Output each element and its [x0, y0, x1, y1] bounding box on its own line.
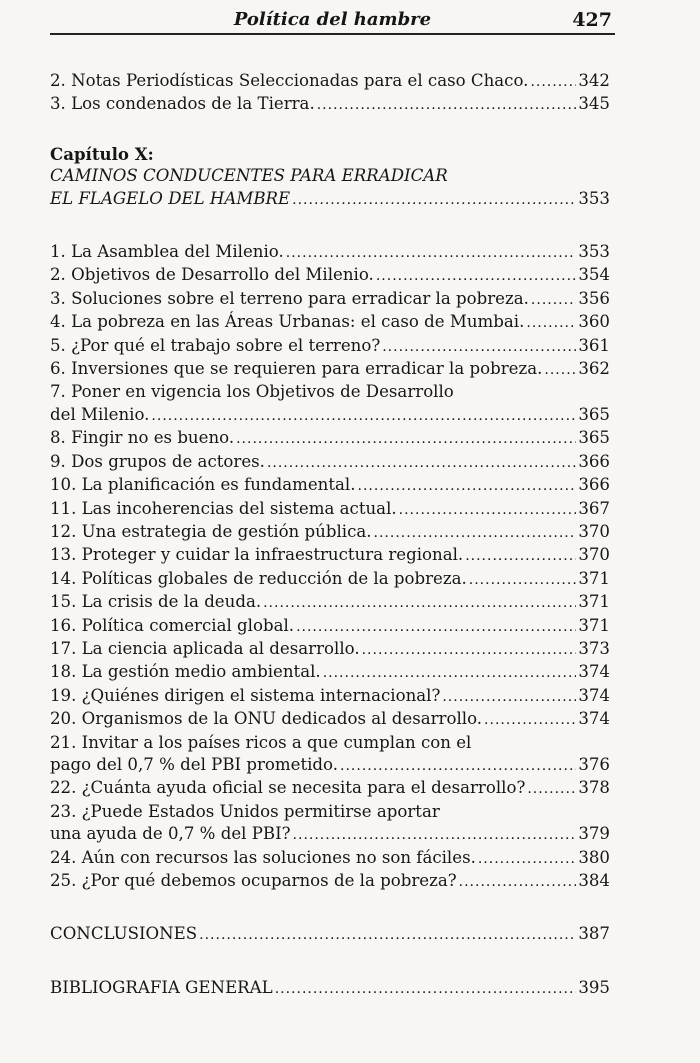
- toc-entry-page: 376: [578, 754, 610, 774]
- toc-entry-line: 21. Invitar a los países ricos a que cumplan con el: [50, 732, 472, 752]
- dot-leader: [465, 544, 576, 567]
- toc-entry-page: 370: [578, 521, 610, 541]
- toc-entry-title: una ayuda de 0,7 % del PBI?: [50, 824, 291, 844]
- chapter-page: 353: [578, 188, 610, 208]
- toc-entry: [50, 264, 610, 287]
- toc-entry: [50, 754, 610, 777]
- conclusions-entry: [50, 923, 610, 946]
- table-of-contents: [50, 70, 610, 1000]
- spacer: [50, 947, 610, 977]
- toc-entry: [50, 498, 610, 521]
- dot-leader: [442, 685, 576, 708]
- toc-entry: [50, 521, 610, 544]
- spacer: [50, 211, 610, 241]
- toc-entry-page: 354: [578, 265, 610, 285]
- bibliography-label: BIBLIOGRAFIA GENERAL: [50, 977, 273, 997]
- dot-leader: [151, 404, 576, 427]
- dot-leader: [323, 661, 577, 684]
- conclusions-page: 387: [578, 924, 610, 944]
- toc-entry-title: 20. Organismos de la ONU dedicados al desarrollo.: [50, 709, 483, 729]
- toc-entry: [50, 568, 610, 591]
- toc-entry-title: 2. Objetivos de Desarrollo del Milenio.: [50, 265, 374, 285]
- dot-leader: [469, 568, 577, 591]
- toc-entry: [50, 404, 610, 427]
- dot-leader: [362, 638, 577, 661]
- toc-entry: [50, 311, 610, 334]
- dot-leader: [199, 923, 576, 946]
- chapter-title-entry: [50, 188, 610, 211]
- toc-entry: [50, 870, 610, 893]
- toc-entry: [50, 591, 610, 614]
- toc-entry-page: 356: [578, 288, 610, 308]
- toc-entry-page: 353: [578, 242, 610, 262]
- dot-leader: [478, 847, 576, 870]
- toc-entry-page: 374: [578, 709, 610, 729]
- dot-leader: [275, 977, 577, 1000]
- toc-entry-page: 371: [578, 615, 610, 635]
- toc-entry-title: del Milenio.: [50, 404, 150, 424]
- header-rule: [50, 33, 615, 35]
- toc-entry-page: 367: [578, 498, 610, 518]
- dot-leader: [382, 335, 576, 358]
- toc-entry: [50, 544, 610, 567]
- toc-entry: [50, 661, 610, 684]
- toc-entry: [50, 427, 610, 450]
- toc-entry-page: 342: [578, 71, 610, 90]
- toc-entry-page: 380: [578, 847, 610, 867]
- toc-entry-page: 361: [578, 335, 610, 355]
- dot-leader: [530, 70, 576, 93]
- dot-leader: [544, 358, 576, 381]
- dot-leader: [376, 264, 576, 287]
- toc-entry-title: 17. La ciencia aplicada al desarrollo.: [50, 638, 360, 658]
- toc-entry: [50, 708, 610, 731]
- dot-leader: [296, 615, 576, 638]
- toc-entry-page: 362: [578, 359, 610, 379]
- toc-entry: [50, 358, 610, 381]
- toc-entry-title: 2. Notas Periodísticas Seleccionadas para el caso Chaco.: [50, 71, 529, 90]
- toc-entry: [50, 847, 610, 870]
- chapter-title-line2: EL FLAGELO DEL HAMBRE: [50, 188, 291, 208]
- dot-leader: [263, 591, 576, 614]
- toc-entry-page: 374: [578, 685, 610, 705]
- toc-entry-title: pago del 0,7 % del PBI prometido.: [50, 754, 339, 774]
- toc-entry-title: 11. Las incoherencias del sistema actual.: [50, 498, 397, 518]
- toc-entry: [50, 288, 610, 311]
- chapter-title-line1: CAMINOS CONDUCENTES PARA ERRADICAR: [50, 166, 448, 186]
- chapter-items: [50, 241, 610, 893]
- toc-entry: [50, 241, 610, 264]
- dot-leader: [526, 311, 576, 334]
- toc-entry: [50, 451, 610, 474]
- toc-entry-line: 7. Poner en vigencia los Objetivos de Desarrollo: [50, 382, 454, 402]
- toc-entry-page: 365: [578, 404, 610, 424]
- dot-leader: [267, 451, 576, 474]
- toc-entry-page: 366: [578, 475, 610, 495]
- toc-entry-title: 19. ¿Quiénes dirigen el sistema internacional?: [50, 685, 441, 705]
- toc-entry-page: 378: [578, 778, 610, 798]
- toc-entry-page: 360: [578, 312, 610, 332]
- toc-entry-page: 345: [578, 94, 610, 114]
- dot-leader: [531, 288, 576, 311]
- toc-entry-title: 9. Dos grupos de actores.: [50, 451, 265, 471]
- toc-entry-title: 8. Fingir no es bueno.: [50, 428, 235, 448]
- toc-entry: [50, 615, 610, 638]
- toc-entry: [50, 777, 610, 800]
- toc-entry-title: 6. Inversiones que se requieren para erradicar la pobreza.: [50, 359, 543, 379]
- spacer: [50, 893, 610, 923]
- toc-entry: [50, 70, 610, 93]
- toc-entry-title: 13. Proteger y cuidar la infraestructura regional.: [50, 545, 464, 565]
- conclusions-label: CONCLUSIONES: [50, 924, 198, 944]
- dot-leader: [459, 870, 577, 893]
- toc-entry-title: 5. ¿Por qué el trabajo sobre el terreno?: [50, 335, 381, 355]
- dot-leader: [527, 777, 576, 800]
- toc-entry-title: 12. Una estrategia de gestión pública.: [50, 521, 372, 541]
- toc-entry-title: 24. Aún con recursos las soluciones no son fáciles.: [50, 847, 476, 867]
- toc-entry-title: 16. Política comercial global.: [50, 615, 295, 635]
- dot-leader: [399, 498, 577, 521]
- toc-entry-line: 23. ¿Puede Estados Unidos permitirse aportar: [50, 801, 440, 821]
- dot-leader: [340, 754, 576, 777]
- toc-entry: [50, 335, 610, 358]
- dot-leader: [292, 188, 576, 211]
- toc-entry: [50, 93, 610, 116]
- toc-entry: [50, 638, 610, 661]
- running-header: [50, 8, 615, 32]
- toc-entry-page: 370: [578, 545, 610, 565]
- toc-entry: [50, 474, 610, 497]
- toc-entry: [50, 823, 610, 846]
- toc-entry-title: 22. ¿Cuánta ayuda oficial se necesita para el desarrollo?: [50, 778, 526, 798]
- toc-entry-page: 379: [578, 824, 610, 844]
- dot-leader: [374, 521, 577, 544]
- toc-entry-title: 1. La Asamblea del Milenio.: [50, 242, 284, 262]
- toc-entry-page: 384: [578, 871, 610, 890]
- toc-entry-title: 3. Soluciones sobre el terreno para erradicar la pobreza.: [50, 288, 529, 308]
- dot-leader: [484, 708, 576, 731]
- toc-entry-page: 366: [578, 451, 610, 471]
- dot-leader: [293, 823, 577, 846]
- toc-entry-page: 371: [578, 592, 610, 612]
- toc-entry: [50, 685, 610, 708]
- toc-entry-title: 4. La pobreza en las Áreas Urbanas: el caso de Mumbai.: [50, 312, 525, 332]
- toc-entry-title: 10. La planificación es fundamental.: [50, 475, 356, 495]
- previous-chapter-items: [50, 70, 610, 117]
- running-title: Política del hambre: [233, 9, 432, 30]
- toc-entry-title: 15. La crisis de la deuda.: [50, 592, 262, 612]
- toc-entry-title: 14. Políticas globales de reducción de la pobreza.: [50, 568, 467, 588]
- toc-entry-page: 374: [578, 662, 610, 682]
- toc-entry-title: 25. ¿Por qué debemos ocuparnos de la pobreza?: [50, 871, 457, 890]
- dot-leader: [358, 474, 577, 497]
- toc-entry-title: 18. La gestión medio ambiental.: [50, 662, 321, 682]
- toc-entry-title: 3. Los condenados de la Tierra.: [50, 94, 315, 114]
- dot-leader: [236, 427, 576, 450]
- toc-entry-page: 373: [578, 638, 610, 658]
- chapter-heading: Capítulo X:: [50, 143, 154, 164]
- bibliography-page: 395: [578, 977, 610, 997]
- dot-leader: [317, 93, 577, 116]
- page-number: 427: [572, 9, 612, 31]
- toc-entry-page: 371: [578, 568, 610, 588]
- bibliography-entry: [50, 977, 610, 1000]
- dot-leader: [286, 241, 577, 264]
- toc-entry-page: 365: [578, 428, 610, 448]
